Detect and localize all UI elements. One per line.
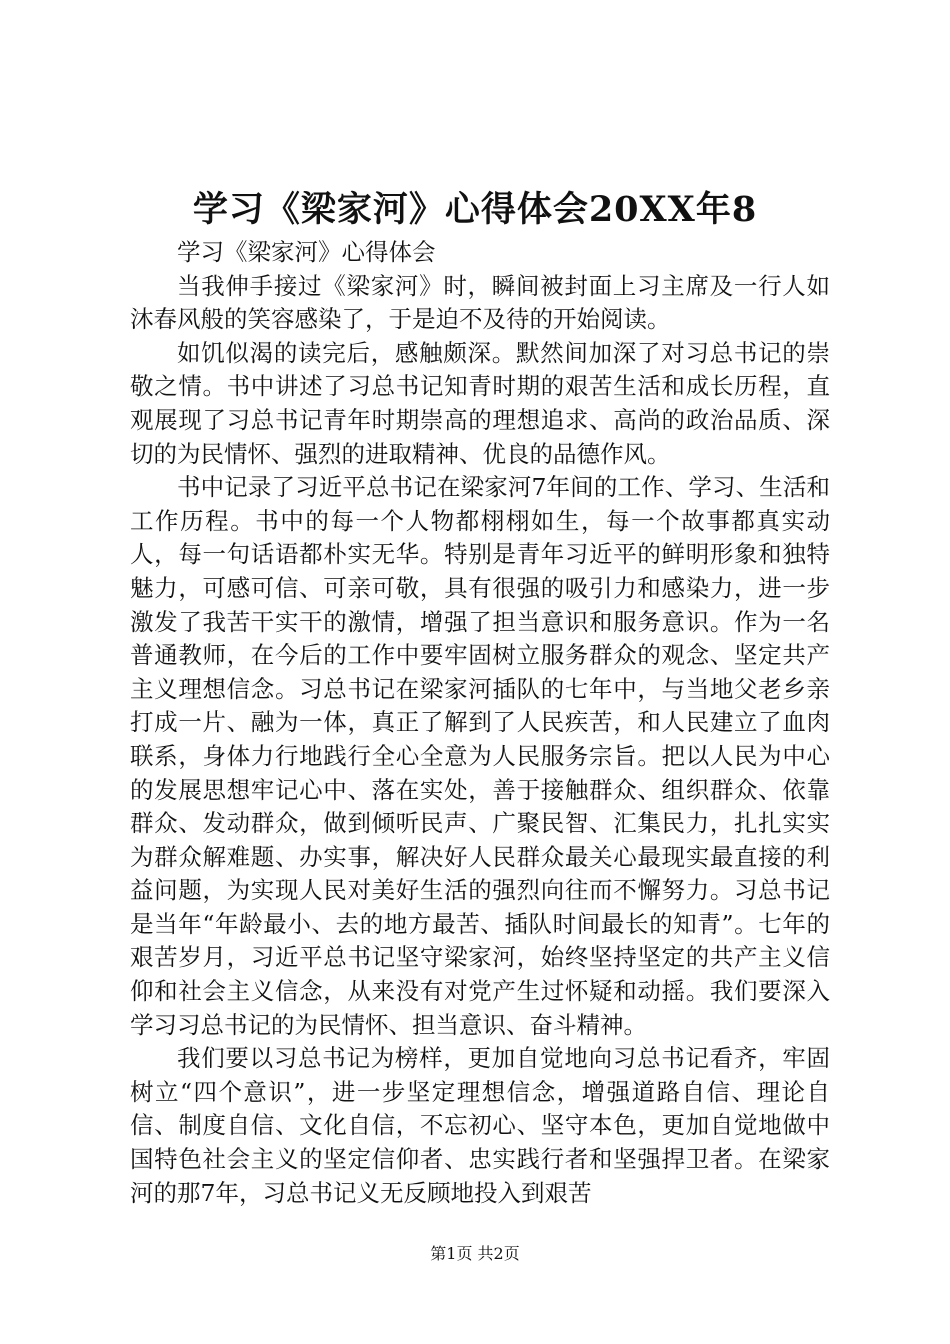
document-title: 学习《梁家河》心得体会20XX年8 [192,189,758,230]
subtitle-paragraph: 学习《梁家河》心得体会 [177,238,436,266]
body-paragraph-4: 我们要以习总书记为榜样，更加自觉地向习总书记看齐，牢固树立“四个意识”，进一步坚定理想信念，增强道路自信、理论自信、制度自信、文化自信，不忘初心、坚守本色，更加自觉地做中国特色社会主义的坚定信仰者、忠实践行者和坚强捍卫者。在梁家河的那7年，习总书记义无反顾地投入到艰苦 [130,1044,830,1207]
body-paragraph-1: 当我伸手接过《梁家河》时，瞬间被封面上习主席及一行人如沐春风般的笑容感染了，于是迫不及待的开始阅读。 [130,271,830,334]
body-paragraph-3: 书中记录了习近平总书记在梁家河7年间的工作、学习、生活和工作历程。书中的每一个人物都栩栩如生，每一个故事都真实动人，每一句话语都朴实无华。特别是青年习近平的鲜明形象和独特魅力，可感可信、可亲可敬，具有很强的吸引力和感染力，进一步激发了我苦干实干的激情，增强了担当意识和服务意识。作为一名普通教师，在今后的工作中要牢固树立服务群众的观念、坚定共产主义理想信念。习总书记在梁家河插队的七年中，与当地父老乡亲打成一片、融为一体，真正了解到了人民疾苦，和人民建立了血肉联系，身体力行地践行全心全意为人民服务宗旨。把以人民为中心的发展思想牢记心中、落在实处，善于接触群众、组织群众、依靠群众、发动群众，做到倾听民声、广聚民智、汇集民力，扎扎实实为群众解难题、办实事，解决好人民群众最关心最现实最直接的利益问题，为实现人民对美好生活的强烈向往而不懈努力。习总书记是当年“年龄最小、去的地方最苦、插队时间最长的知青”。七年的艰苦岁月，习近平总书记坚守梁家河，始终坚持坚定的共产主义信仰和社会主义信念，从来没有对党产生过怀疑和动摇。我们要深入学习习总书记的为民情怀、担当意识、奋斗精神。 [130,473,830,1039]
document-body [130,236,830,1210]
body-paragraph-2: 如饥似渴的读完后，感触颇深。默然间加深了对习总书记的崇敬之情。书中讲述了习总书记知青时期的艰苦生活和成长历程，直观展现了习总书记青年时期崇高的理想追求、高尚的政治品质、深切的为民情怀、强烈的进取精神、优良的品德作风。 [130,338,830,468]
page-number-footer: 第1页 共2页 [430,1244,520,1263]
